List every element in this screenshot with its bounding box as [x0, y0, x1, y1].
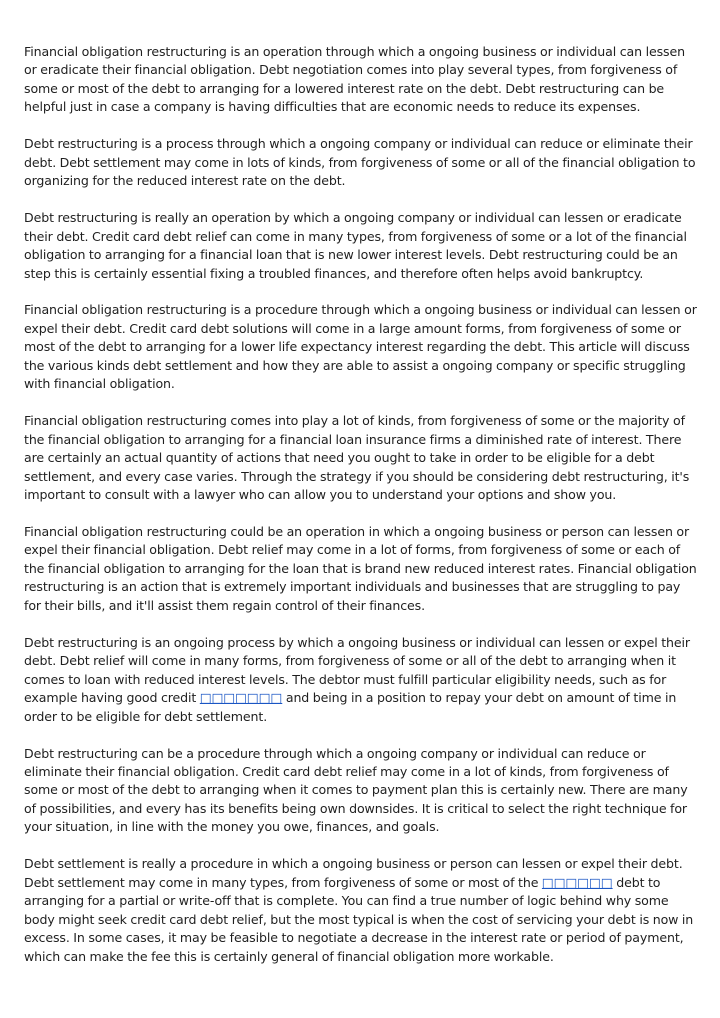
paragraph-6: Financial obligation restructuring could be an operation in which a ongoing business or person can lessen or expel their financial obligation. Debt relief may come in a lot of forms, from forgiveness of some or each of the financial obligation to arranging for the loan that is brand new reduced interest rates. Financial obligation restructuring is an action that is extremely important individuals and businesses that are struggling to pay for their bills, and it'll assist them regain control of their finances. — [24, 524, 697, 613]
paragraph-3: Debt restructuring is really an operation by which a ongoing company or individual can lessen or eradicate their debt. Credit card debt relief can come in many types, from forgiveness of some or a lot of the financial obligation to arranging for a financial loan that is new lower interest levels. Debt restructuring could be an step this is certainly essential fixing a troubled finances, and therefore often helps avoid bankruptcy. — [24, 210, 687, 281]
inline-link-debt[interactable]: □□□□□□ — [541, 874, 613, 890]
paragraph-5: Financial obligation restructuring comes into play a lot of kinds, from forgiveness of some or the majority of the financial obligation to arranging for a financial loan insurance firms a diminished rate of interest. There are certainly an actual quantity of actions that need you ought to take in order to be eligible for a debt settlement, and every case varies. Through the strategy if you should be considering debt restructuring, it's important to consult with a lawyer who can allow you to understand your options and show you. — [24, 413, 690, 503]
paragraph-7-text-before-link: Debt restructuring is an ongoing process by which a ongoing business or individual can lessen or expel their debt. Debt relief will come in many forms, from forgiveness of some or all of the debt to arranging when it comes to loan with reduced interest levels. The debtor must fulfill particular eligibility needs, such as for example having good credit — [24, 634, 690, 706]
paragraph-9-text-before-link: Debt settlement is really a procedure in which a ongoing business or person can lessen or expel their debt. Debt settlement may come in many types, from forgiveness of some or most of the — [24, 856, 683, 890]
paragraph-7 — [24, 634, 698, 726]
paragraph-2: Debt restructuring is a process through which a ongoing company or individual can reduce or eliminate their debt. Debt settlement may come in lots of kinds, from forgiveness of some or all of the financial obligation to organizing for the reduced interest rate on the debt. — [24, 136, 696, 189]
paragraph-7-text-after-link: and being in a position to repay your debt on amount of time in order to be eligible for debt settlement. — [24, 690, 677, 724]
article-body — [24, 43, 698, 985]
paragraph-1: Financial obligation restructuring is an operation through which a ongoing business or individual can lessen or eradicate their financial obligation. Debt negotiation comes into play several types, from forgiveness of some or most of the debt to arranging for a lowered interest rate on the debt. Debt restructuring can be helpful just in case a company is having difficulties that are economic needs to reduce its expenses. — [24, 44, 685, 115]
inline-link-good-credit[interactable]: □□□□□□□ — [199, 690, 283, 706]
paragraph-9 — [24, 855, 698, 966]
paragraph-4: Financial obligation restructuring is a procedure through which a ongoing business or individual can lessen or expel their debt. Credit card debt solutions will come in a large amount forms, from forgiveness of some or most of the debt to arranging for a lower life expectancy interest regarding the debt. This article will discuss the various kinds debt settlement and how they are able to assist a ongoing company or specific struggling with financial obligation. — [24, 302, 697, 392]
paragraph-8: Debt restructuring can be a procedure through which a ongoing company or individual can reduce or eliminate their financial obligation. Credit card debt relief may come in a lot of kinds, from forgiveness of some or most of the debt to arranging when it comes to payment plan this is certainly new. There are many of possibilities, and every has its benefits being own downsides. It is critical to select the right technique for your situation, in line with the money you owe, finances, and goals. — [24, 745, 688, 835]
paragraph-9-text-after-link: debt to arranging for a partial or write-off that is complete. You can find a true number of logic behind why some body might seek credit card debt relief, but the most typical is when the cost of servicing your debt is now in excess. In some cases, it may be feasible to negotiate a decrease in the interest rate or period of payment, which can make the fee this is certainly general of financial obligation more workable. — [24, 874, 694, 964]
